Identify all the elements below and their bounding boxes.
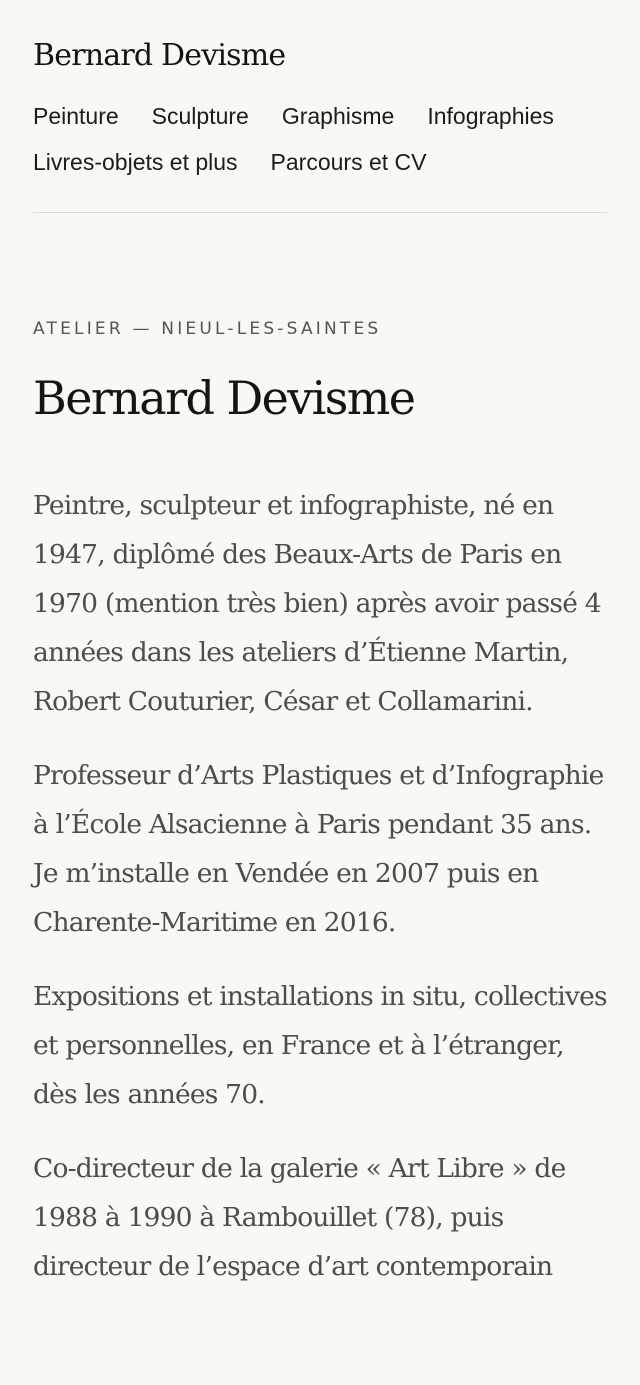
site-title[interactable]: Bernard Devisme [33,38,286,73]
eyebrow-location: ATELIER — NIEUL-LES-SAINTES [33,319,382,339]
bio-paragraph: Peintre, sculpteur et infographiste, né en 1947, diplômé des Beaux-Arts de Paris en 1970 (mention très bien) après avoir passé 4 années dans les ateliers d’Étienne Martin, Robert Couturier, César et Collamarini. [33,490,601,717]
bio-paragraph: Professeur d’Arts Plastiques et d’Infographie à l’École Alsacienne à Paris pendant 35 ans. Je m’installe en Vendée en 2007 puis en Charente-Maritime en 2016. [33,760,604,938]
site-header [33,0,607,213]
nav-item-sculpture[interactable]: Sculpture [151,103,249,129]
bio-paragraph: Co-directeur de la galerie « Art Libre » de 1988 à 1990 à Rambouillet (78), puis directeur de l’espace d’art contemporain [33,1153,566,1282]
nav-item-parcours-cv[interactable]: Parcours et CV [270,149,427,175]
bio-paragraph: Expositions et installations in situ, collectives et personnelles, en France et à l’étranger, dès les années 70. [33,981,607,1110]
main-nav [33,98,607,180]
bio-content [33,481,607,1316]
nav-item-infographies[interactable]: Infographies [427,103,554,129]
nav-item-livres-objets[interactable]: Livres-objets et plus [33,149,238,175]
nav-item-graphisme[interactable]: Graphisme [281,103,395,129]
nav-item-peinture[interactable]: Peinture [33,103,119,129]
page-title: Bernard Devisme [33,371,415,425]
